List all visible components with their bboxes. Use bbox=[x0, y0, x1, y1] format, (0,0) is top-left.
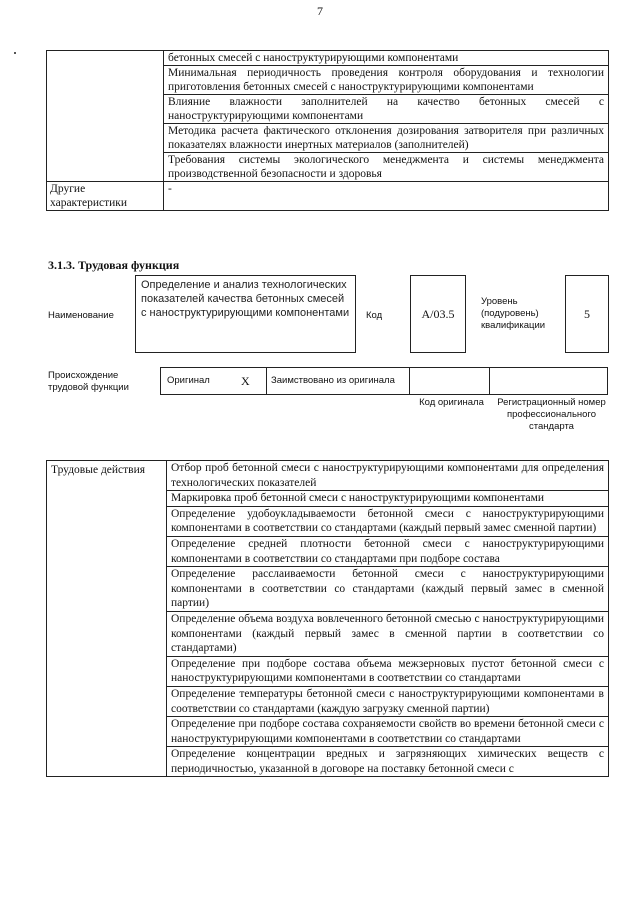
table-cell: бетонных смесей с наноструктурирующими компонентами bbox=[164, 51, 609, 66]
borrowed-cell: Заимствовано из оригинала bbox=[266, 367, 410, 395]
original-mark: X bbox=[241, 374, 250, 388]
function-code-box: A/03.5 bbox=[410, 275, 466, 353]
table-cell: Методика расчета фактического отклонения дозирования затворителя при различных показателях влажности инертных материалов (заполнителей) bbox=[164, 124, 609, 153]
origin-label: Происхождение трудовой функции bbox=[48, 370, 129, 393]
table-cell: Влияние влажности заполнителей на качество бетонных смесей с наноструктурирующими компонентами bbox=[164, 95, 609, 124]
registration-number-cell bbox=[489, 367, 608, 395]
original-code-caption: Код оригинала bbox=[419, 397, 484, 408]
table-cell: Минимальная периодичность проведения контроля оборудования и технологии приготовления бетонных смесей с наноструктурирующими компонентами bbox=[164, 66, 609, 95]
table-row bbox=[47, 51, 609, 66]
table-cell: Определение при подборе состава сохраняемости свойств во времени бетонной смеси с наноструктурирующими компонентами в соответствии со стандартами bbox=[167, 717, 609, 747]
table-cell: Определение удобоукладываемости бетонной смеси с наноструктурирующими компонентами в соответствии со стандартами (каждый первый замес сменной партии) bbox=[167, 506, 609, 536]
origin-row bbox=[160, 367, 608, 395]
table-cell: Определение температуры бетонной смеси с наноструктурирующими компонентами в соответствии со стандартами (каждую загрузку сменной партии) bbox=[167, 686, 609, 716]
section-title: 3.1.3. Трудовая функция bbox=[48, 258, 180, 272]
other-characteristics-value: - bbox=[164, 182, 609, 211]
table-cell: Определение расслаиваемости бетонной смеси с наноструктурирующими компонентами в соответствии со стандартами (каждый первый замес в сменной партии) bbox=[167, 567, 609, 612]
original-code-cell bbox=[409, 367, 490, 395]
original-label: Оригинал bbox=[167, 375, 210, 386]
level-label: Уровень (подуровень) квалификации bbox=[481, 296, 546, 331]
code-label: Код bbox=[366, 310, 383, 321]
scan-speck bbox=[14, 52, 16, 54]
table-cell: Определение при подборе состава объема межзерновых пустот бетонной смеси с наноструктурирующими компонентами в соответствии со стандартами bbox=[167, 656, 609, 686]
knowledge-table-continuation bbox=[46, 50, 609, 211]
table-cell: Маркировка проб бетонной смеси с наноструктурирующими компонентами bbox=[167, 491, 609, 507]
other-characteristics-label: Другие характеристики bbox=[47, 182, 164, 211]
function-name-box: Определение и анализ технологических показателей качества бетонных смесей с наноструктурирующими компонентами bbox=[135, 275, 356, 353]
table-row bbox=[47, 182, 609, 211]
table-cell: Определение средней плотности бетонной смеси с наноструктурирующими компонентами в соответствии со стандартами при подборе состава bbox=[167, 536, 609, 566]
table-cell: Определение концентрации вредных и загрязняющих химических веществ с периодичностью, указанной в договоре на поставку бетонной смеси с bbox=[167, 747, 609, 777]
labor-actions-table bbox=[46, 460, 609, 777]
page-number: 7 bbox=[317, 4, 323, 18]
table-cell: Требования системы экологического менеджмента и системы менеджмента производственной безопасности и здоровья bbox=[164, 153, 609, 182]
labor-actions-label: Трудовые действия bbox=[47, 461, 167, 777]
qualification-level-box: 5 bbox=[565, 275, 609, 353]
original-cell bbox=[160, 367, 267, 395]
table-cell: Отбор проб бетонной смеси с наноструктурирующими компонентами для определения технологических показателей bbox=[167, 461, 609, 491]
table-cell: Определение объема воздуха вовлеченного бетонной смесью с наноструктурирующими компонентами (каждый первый замес в сменной партии в соответствии со стандартами) bbox=[167, 611, 609, 656]
registration-number-caption: Регистрационный номер профессионального стандарта bbox=[497, 397, 606, 432]
name-label: Наименование bbox=[48, 310, 114, 321]
table-row bbox=[47, 461, 609, 491]
empty-label-cell bbox=[47, 51, 164, 182]
